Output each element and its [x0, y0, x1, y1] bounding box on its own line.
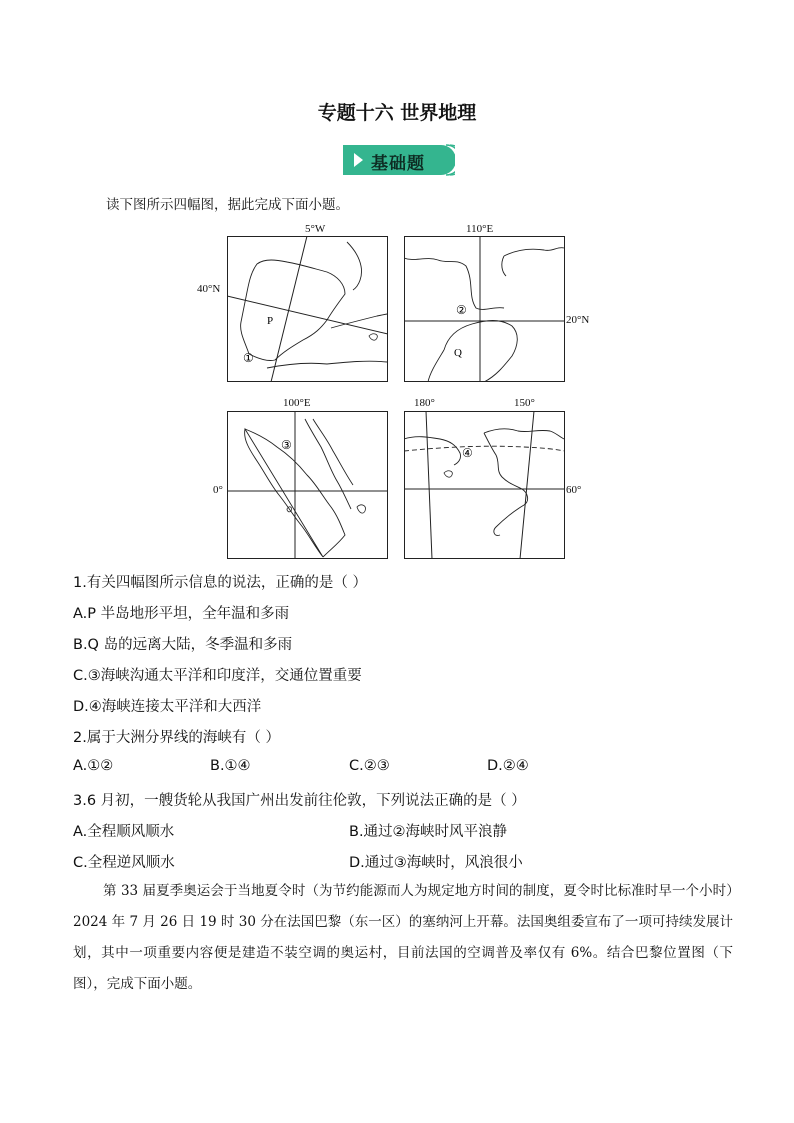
map4-longitude-label-2: 150° [514, 397, 535, 409]
map2-marker: ② [456, 303, 467, 317]
question-2-option-c: C.②③ [349, 758, 390, 774]
map3-longitude-label: 100°E [283, 397, 311, 409]
map4-longitude-label-1: 180° [414, 397, 435, 409]
intro-text: 读下图所示四幅图，据此完成下面小题。 [106, 197, 349, 213]
question-2-option-d: D.②④ [487, 758, 529, 774]
map2-latitude-label: 20°N [566, 314, 590, 326]
map3-malacca [227, 411, 388, 559]
map2-region-label: Q [454, 347, 462, 359]
badge-label: 基础题 [371, 154, 425, 174]
question-1-option-d: D.④海峡连接太平洋和大西洋 [73, 699, 262, 715]
question-3-option-d: D.通过③海峡时，风浪很小 [349, 855, 523, 871]
map1-iberia [227, 236, 388, 382]
map4-latitude-label: 60° [566, 484, 582, 496]
passage [73, 876, 733, 1000]
map1-marker: ① [243, 351, 254, 365]
map1-longitude-label: 5°W [305, 223, 326, 235]
question-1-option-b: B.Q 岛的远离大陆，冬季温和多雨 [73, 637, 293, 653]
question-3-option-c: C.全程逆风顺水 [73, 855, 175, 871]
question-3-option-b: B.通过②海峡时风平浪静 [349, 824, 508, 840]
page-title: 专题十六 世界地理 [317, 102, 477, 124]
question-1-stem: 1.有关四幅图所示信息的说法，正确的是（ ） [73, 575, 367, 591]
question-2-stem: 2.属于大洲分界线的海峡有（ ） [73, 730, 280, 746]
question-2-option-a: A.①② [73, 758, 114, 774]
question-2-option-b: B.①④ [210, 758, 251, 774]
map3-latitude-label: 0° [213, 484, 223, 496]
section-badge [337, 143, 455, 177]
map4-bering [404, 411, 565, 559]
map4-marker: ④ [462, 446, 473, 460]
map1-latitude-label: 40°N [197, 283, 221, 295]
passage-text: 第 33 届夏季奥运会于当地夏令时（为节约能源而人为规定地方时间的制度，夏令时比标准时早一个小时）2024 年 7 月 26 日 19 时 30 分在法国巴黎（东一区）的塞纳河上开幕。法国奥组委宣布了一项可持续发展计划，其中一项重要内容便是建造不装空调的奥运村，目前法国的空调普及率仅有 6%。结合巴黎位置图（下图），完成下面小题。 [73, 883, 733, 992]
map2-qiongzhou [404, 236, 565, 382]
map3-marker: ③ [281, 438, 292, 452]
map1-region-label: P [267, 315, 274, 327]
question-1-option-a: A.P 半岛地形平坦，全年温和多雨 [73, 606, 290, 622]
question-3-option-a: A.全程顺风顺水 [73, 824, 175, 840]
question-1-option-c: C.③海峡沟通太平洋和印度洋，交通位置重要 [73, 668, 362, 684]
question-3-stem: 3.6 月初，一艘货轮从我国广州出发前往伦敦，下列说法正确的是（ ） [73, 793, 526, 809]
map2-longitude-label: 110°E [466, 223, 494, 235]
